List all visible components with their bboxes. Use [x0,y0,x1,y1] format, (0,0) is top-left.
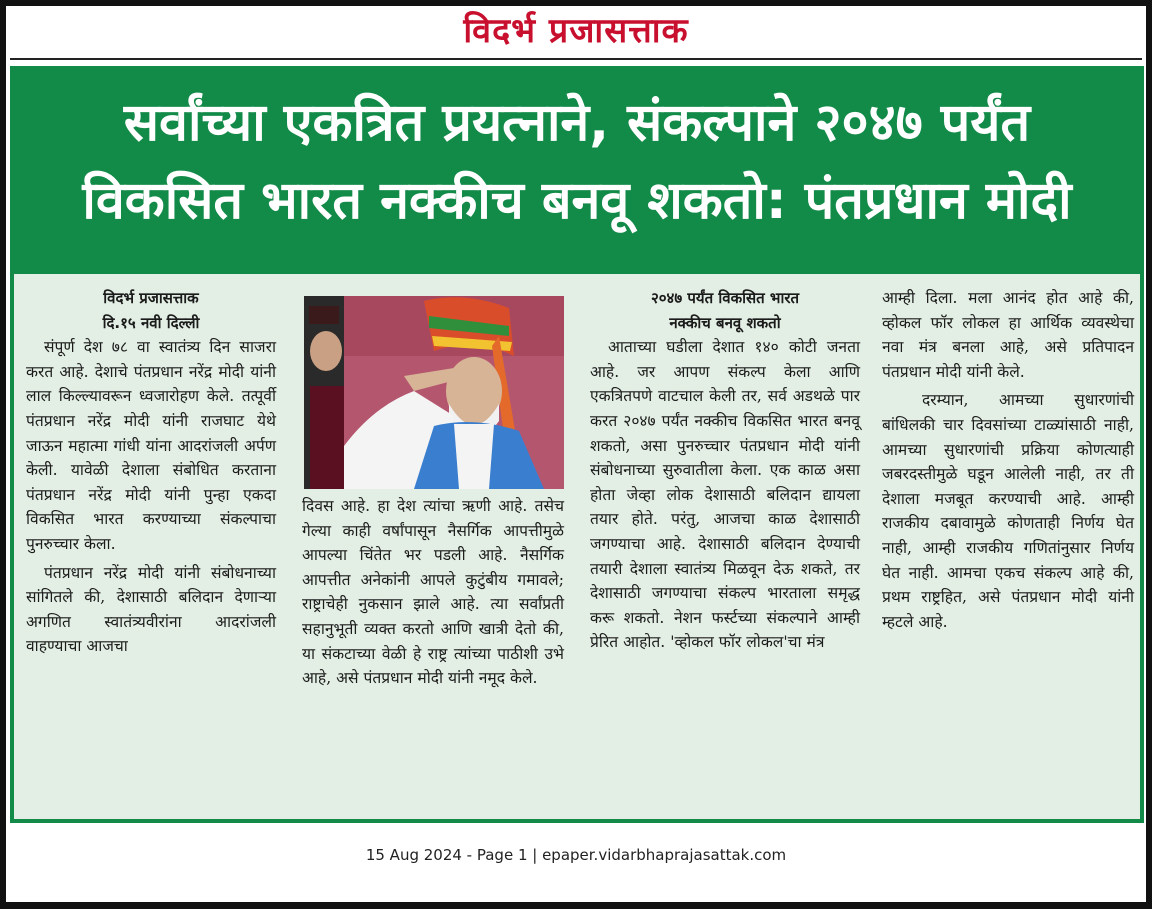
column-2 [302,494,564,691]
subheading-line-2: नक्कीच बनवू शकतो [669,313,781,332]
paragraph: संपूर्ण देश ७८ वा स्वातंत्र्य दिन साजरा करत आहे. देशाचे पंतप्रधान नरेंद्र मोदी यांनी लाल किल्ल्यावरून ध्वजारोहण केले. तत्पूर्वी पंतप्रधान नरेंद्र मोदी यांनी राजघाट येथे जाऊन महात्मा गांधी यांना आदरांजली अर्पण केली. यावेळी देशाला संबोधित करताना पंतप्रधान नरेंद्र मोदी यांनी पुन्हा एकदा विकसित भारत करण्याच्या संकल्पाचा पुनरुच्चार केला. [26,338,276,553]
column-1 [26,286,276,659]
page-footer: 15 Aug 2024 - Page 1 | epaper.vidarbhaprajasattak.com [365,846,787,864]
article-body [10,274,1144,823]
masthead-rule [10,58,1142,60]
column-4 [882,286,1134,634]
column-3 [590,286,860,655]
headline-line-1: सर्वांच्या एकत्रित प्रयत्नाने, संकल्पाने २०४७ पर्यंत [123,93,1031,153]
paragraph: दरम्यान, आमच्या सुधारणांची बांधिलकी चार दिवसांच्या टाळ्यांसाठी नाही, आमच्या सुधारणांची प्रक्रिया कोणत्याही जबरदस्तीमुळे घडून आलेली नाही, तर ती देशाला मजबूत करण्याची आहे. आम्ही राजकीय दबावामुळे कोणताही निर्णय घेत नाही, आम्ही राजकीय गणितांनुसार निर्णय घेत नाही. आमचा एकच संकल्प आहे की, प्रथम राष्ट्रहित, असे पंतप्रधान मोदी यांनी म्हटले आहे. [882,391,1134,631]
headline-line-2: विकसित भारत नक्कीच बनवू शकतो: पंतप्रधान मोदी [82,171,1072,231]
photo-illustration [304,296,564,489]
paragraph: पंतप्रधान नरेंद्र मोदी यांनी संबोधनाच्या सांगितले की, देशासाठी बलिदान देणाऱ्या अगणित स्वातंत्र्यवीरांना आदरांजली वाहण्याचा आजचा [26,563,276,656]
paragraph: दिवस आहे. हा देश त्यांचा ऋणी आहे. तसेच गेल्या काही वर्षांपासून नैसर्गिक आपत्तीमुळे आपल्या चिंतेत भर पडली आहे. नैसर्गिक आपत्तीत अनेकांनी आपले कुटुंबीय गमावले; राष्ट्राचेही नुकसान झाले आहे. त्या सर्वांप्रती सहानुभूती व्यक्त करतो आणि खात्री देतो की, या संकटाच्या वेळी हे राष्ट्र त्यांच्या पाठीशी उभे आहे, असे पंतप्रधान मोदी यांनी नमूद केले. [302,497,564,688]
paragraph: आताच्या घडीला देशात १४० कोटी जनता आहे. जर आपण संकल्प केला आणि एकत्रितपणे वाटचाल केली तर, सर्व अडथळे पार करत २०४७ पर्यंत नक्कीच विकसित भारत बनवू शकतो, असा पुनरुच्चार पंतप्रधान मोदी यांनी संबोधनाच्या सुरुवातीला केला. एक काळ असा होता जेव्हा लोक देशासाठी बलिदान द्यायला तयार होते. परंतु, आजचा काळ देशासाठी जगण्याचा आहे. देशासाठी बलिदान देण्याची तयारी देशाला स्वातंत्र्य मिळवून देऊ शकते, तर देशासाठी जगण्याचा संकल्प भारताला समृद्ध करू शकतो. नेशन फर्स्टच्या संकल्पाने आम्ही प्रेरित आहोत. 'व्होकल फॉर लोकल'चा मंत्र [590,338,860,652]
headline-band [10,66,1144,274]
masthead-title: विदर्भ प्रजासत्ताक [463,11,689,51]
byline-dateline: दि.१५ नवी दिल्ली [102,313,200,332]
paragraph: आम्ही दिला. मला आनंद होत आहे की, व्होकल फॉर लोकल हा आर्थिक व्यवस्थेचा नवा मंत्र बनला आहे, असे प्रतिपादन पंतप्रधान मोदी यांनी केले. [882,289,1134,381]
byline-source: विदर्भ प्रजासत्ताक [103,289,199,307]
news-photo [304,296,564,489]
subheading-line-1: २०४७ पर्यंत विकसित भारत [650,289,800,307]
